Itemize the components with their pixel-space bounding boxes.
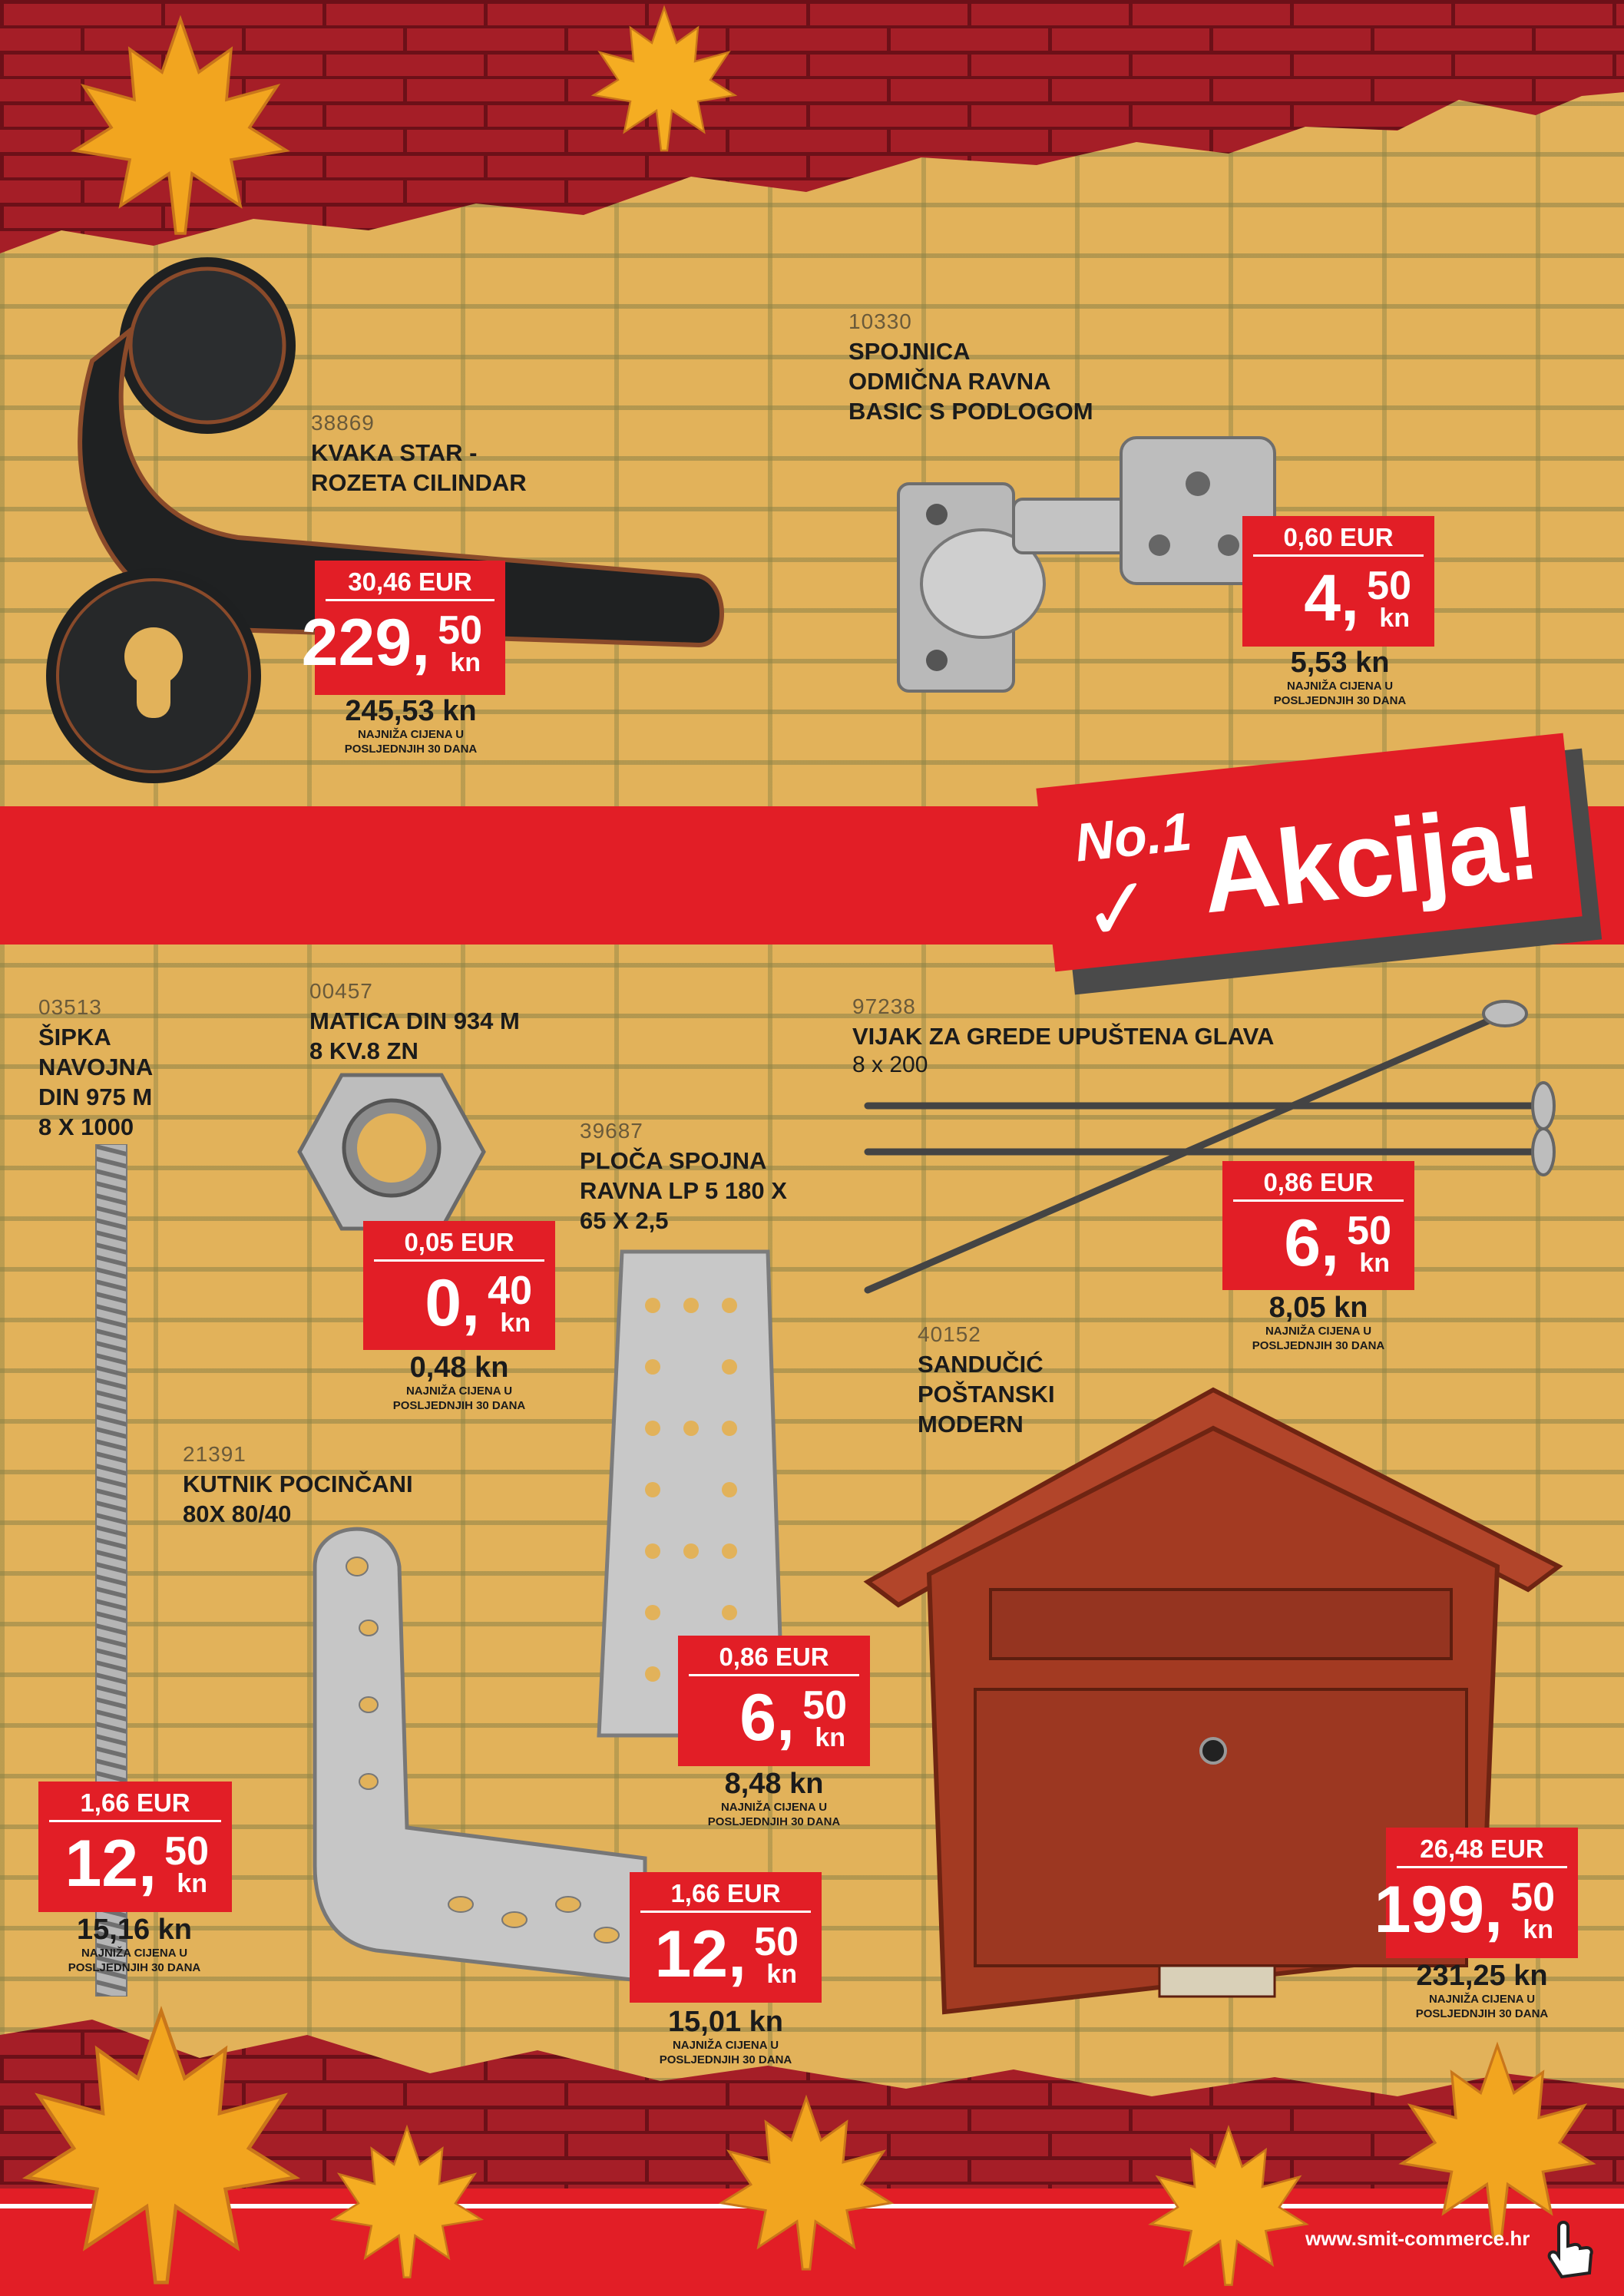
maple-leaf-icon [322,2119,491,2281]
price-kn-decimal: 50 [754,1920,799,1964]
lowest-price-note: NAJNIŽA CIJENA U POSLJEDNJIH 30 DANA [344,728,478,756]
price-kn-integer: 12, [64,1827,157,1901]
maple-leaf-icon [8,1997,315,2288]
price-currency: kn [766,1960,797,1989]
price-kn-integer: 199, [1374,1873,1503,1947]
lowest-price-note: NAJNIŽA CIJENA U POSLJEDNJIH 30 DANA [68,1947,201,1974]
product-code: 03513 [38,995,102,1019]
price-kn-integer: 4, [1304,561,1359,635]
product-code: 10330 [848,309,912,333]
maple-leaf-icon [1382,2035,1612,2242]
price-eur: 30,46 EUR [326,561,494,601]
maple-leaf-icon [54,8,307,238]
lowest-price-note: NAJNIŽA CIJENA U POSLJEDNJIH 30 DANA [659,2039,792,2066]
maple-leaf-icon [1144,2119,1313,2288]
price-eur: 1,66 EUR [640,1872,811,1913]
price-box [363,1221,555,1350]
lowest-price-info [622,2006,829,2067]
maple-leaf-icon [568,0,760,154]
product-name: SPOJNICA ODMIČNA RAVNA BASIC S PODLOGOM [848,338,1093,425]
product-name: PLOČA SPOJNA RAVNA LP 5 180 X 65 X 2,5 [580,1147,787,1234]
maple-leaf-icon [714,2089,898,2273]
price-kn-integer: 6, [739,1681,795,1755]
product-name: KVAKA STAR - ROZETA CILINDAR [311,439,527,496]
lowest-price-info [1378,1960,1586,2021]
lowest-price-info [307,695,514,756]
hinge-image [891,430,1290,706]
price-box [678,1636,870,1766]
price-box [1374,1828,1578,1958]
price-kn-decimal: 50 [1347,1209,1391,1253]
price-currency: kn [1523,1915,1553,1944]
price-currency: kn [1359,1249,1390,1278]
lowest-price-note: NAJNIŽA CIJENA U POSLJEDNJIH 30 DANA [707,1801,841,1828]
lowest-price: 231,25 kn [1416,1960,1548,1992]
price-eur: 26,48 EUR [1397,1828,1567,1868]
product-code: 38869 [311,411,375,435]
hex-nut-image [296,1067,488,1244]
lowest-price: 15,01 kn [668,2006,783,2038]
lowest-price: 8,48 kn [724,1768,824,1800]
price-currency: kn [500,1308,531,1338]
lowest-price-info [1236,647,1444,708]
lowest-price-info [31,1914,238,1975]
price-kn-decimal: 50 [802,1683,847,1728]
price-kn-integer: 6, [1284,1206,1339,1280]
price-box [630,1872,822,2003]
price-kn-integer: 0, [425,1266,480,1340]
price-eur: 1,66 EUR [49,1782,221,1822]
product-code: 40152 [918,1322,981,1346]
lowest-price: 8,05 kn [1268,1292,1368,1324]
product-name: SANDUČIĆ POŠTANSKI MODERN [918,1351,1055,1437]
price-currency: kn [450,648,481,677]
angle-bracket-image [284,1505,668,1997]
price-kn-decimal: 50 [164,1829,209,1874]
sticker-headline: Akcija! [1196,782,1544,936]
price-currency: kn [177,1869,207,1898]
price-eur: 0,05 EUR [374,1221,544,1262]
price-box [301,561,505,695]
price-box [38,1782,232,1912]
product-code: 39687 [580,1119,643,1143]
price-eur: 0,60 EUR [1253,516,1424,557]
product-name: KUTNIK POCINČANI 80X 80/40 [183,1471,413,1527]
price-currency: kn [1379,604,1410,633]
product-code: 21391 [183,1442,246,1466]
lowest-price-note: NAJNIŽA CIJENA U POSLJEDNJIH 30 DANA [1252,1325,1385,1352]
product-name: MATICA DIN 934 M 8 KV.8 ZN [309,1007,520,1064]
lowest-price: 0,48 kn [409,1351,509,1384]
lowest-price-note: NAJNIŽA CIJENA U POSLJEDNJIH 30 DANA [1415,1993,1549,2020]
product-name: VIJAK ZA GREDE UPUŠTENA GLAVA [852,1023,1275,1050]
price-kn-integer: 229, [301,606,430,680]
lowest-price-note: NAJNIŽA CIJENA U POSLJEDNJIH 30 DANA [392,1385,526,1412]
price-kn-decimal: 50 [1367,564,1411,608]
price-kn-decimal: 40 [488,1269,532,1313]
lowest-price-info [356,1351,563,1413]
checkmark-icon: ✓ [1077,859,1159,961]
product-name: ŠIPKA NAVOJNA DIN 975 M 8 X 1000 [38,1024,154,1140]
price-kn-integer: 12, [654,1917,746,1991]
product-code: 97238 [852,994,916,1018]
product-subtitle: 8 x 200 [852,1052,928,1077]
lowest-price-note: NAJNIŽA CIJENA U POSLJEDNJIH 30 DANA [1273,680,1407,707]
sticker-badge: No.1 [1072,801,1195,873]
price-kn-decimal: 50 [1510,1875,1555,1920]
website-link[interactable]: www.smit-commerce.hr [1305,2227,1530,2250]
lowest-price-info [670,1768,878,1829]
product-code: 00457 [309,979,373,1003]
price-eur: 0,86 EUR [689,1636,859,1676]
lowest-price: 245,53 kn [345,695,477,727]
price-box [1222,1161,1414,1290]
lowest-price-info [1215,1292,1422,1353]
price-box [1242,516,1434,647]
price-eur: 0,86 EUR [1233,1161,1404,1202]
price-kn-decimal: 50 [438,608,482,653]
hand-cursor-icon [1543,2219,1597,2281]
lowest-price: 5,53 kn [1290,647,1390,679]
price-currency: kn [815,1723,845,1752]
lowest-price: 15,16 kn [77,1914,192,1946]
